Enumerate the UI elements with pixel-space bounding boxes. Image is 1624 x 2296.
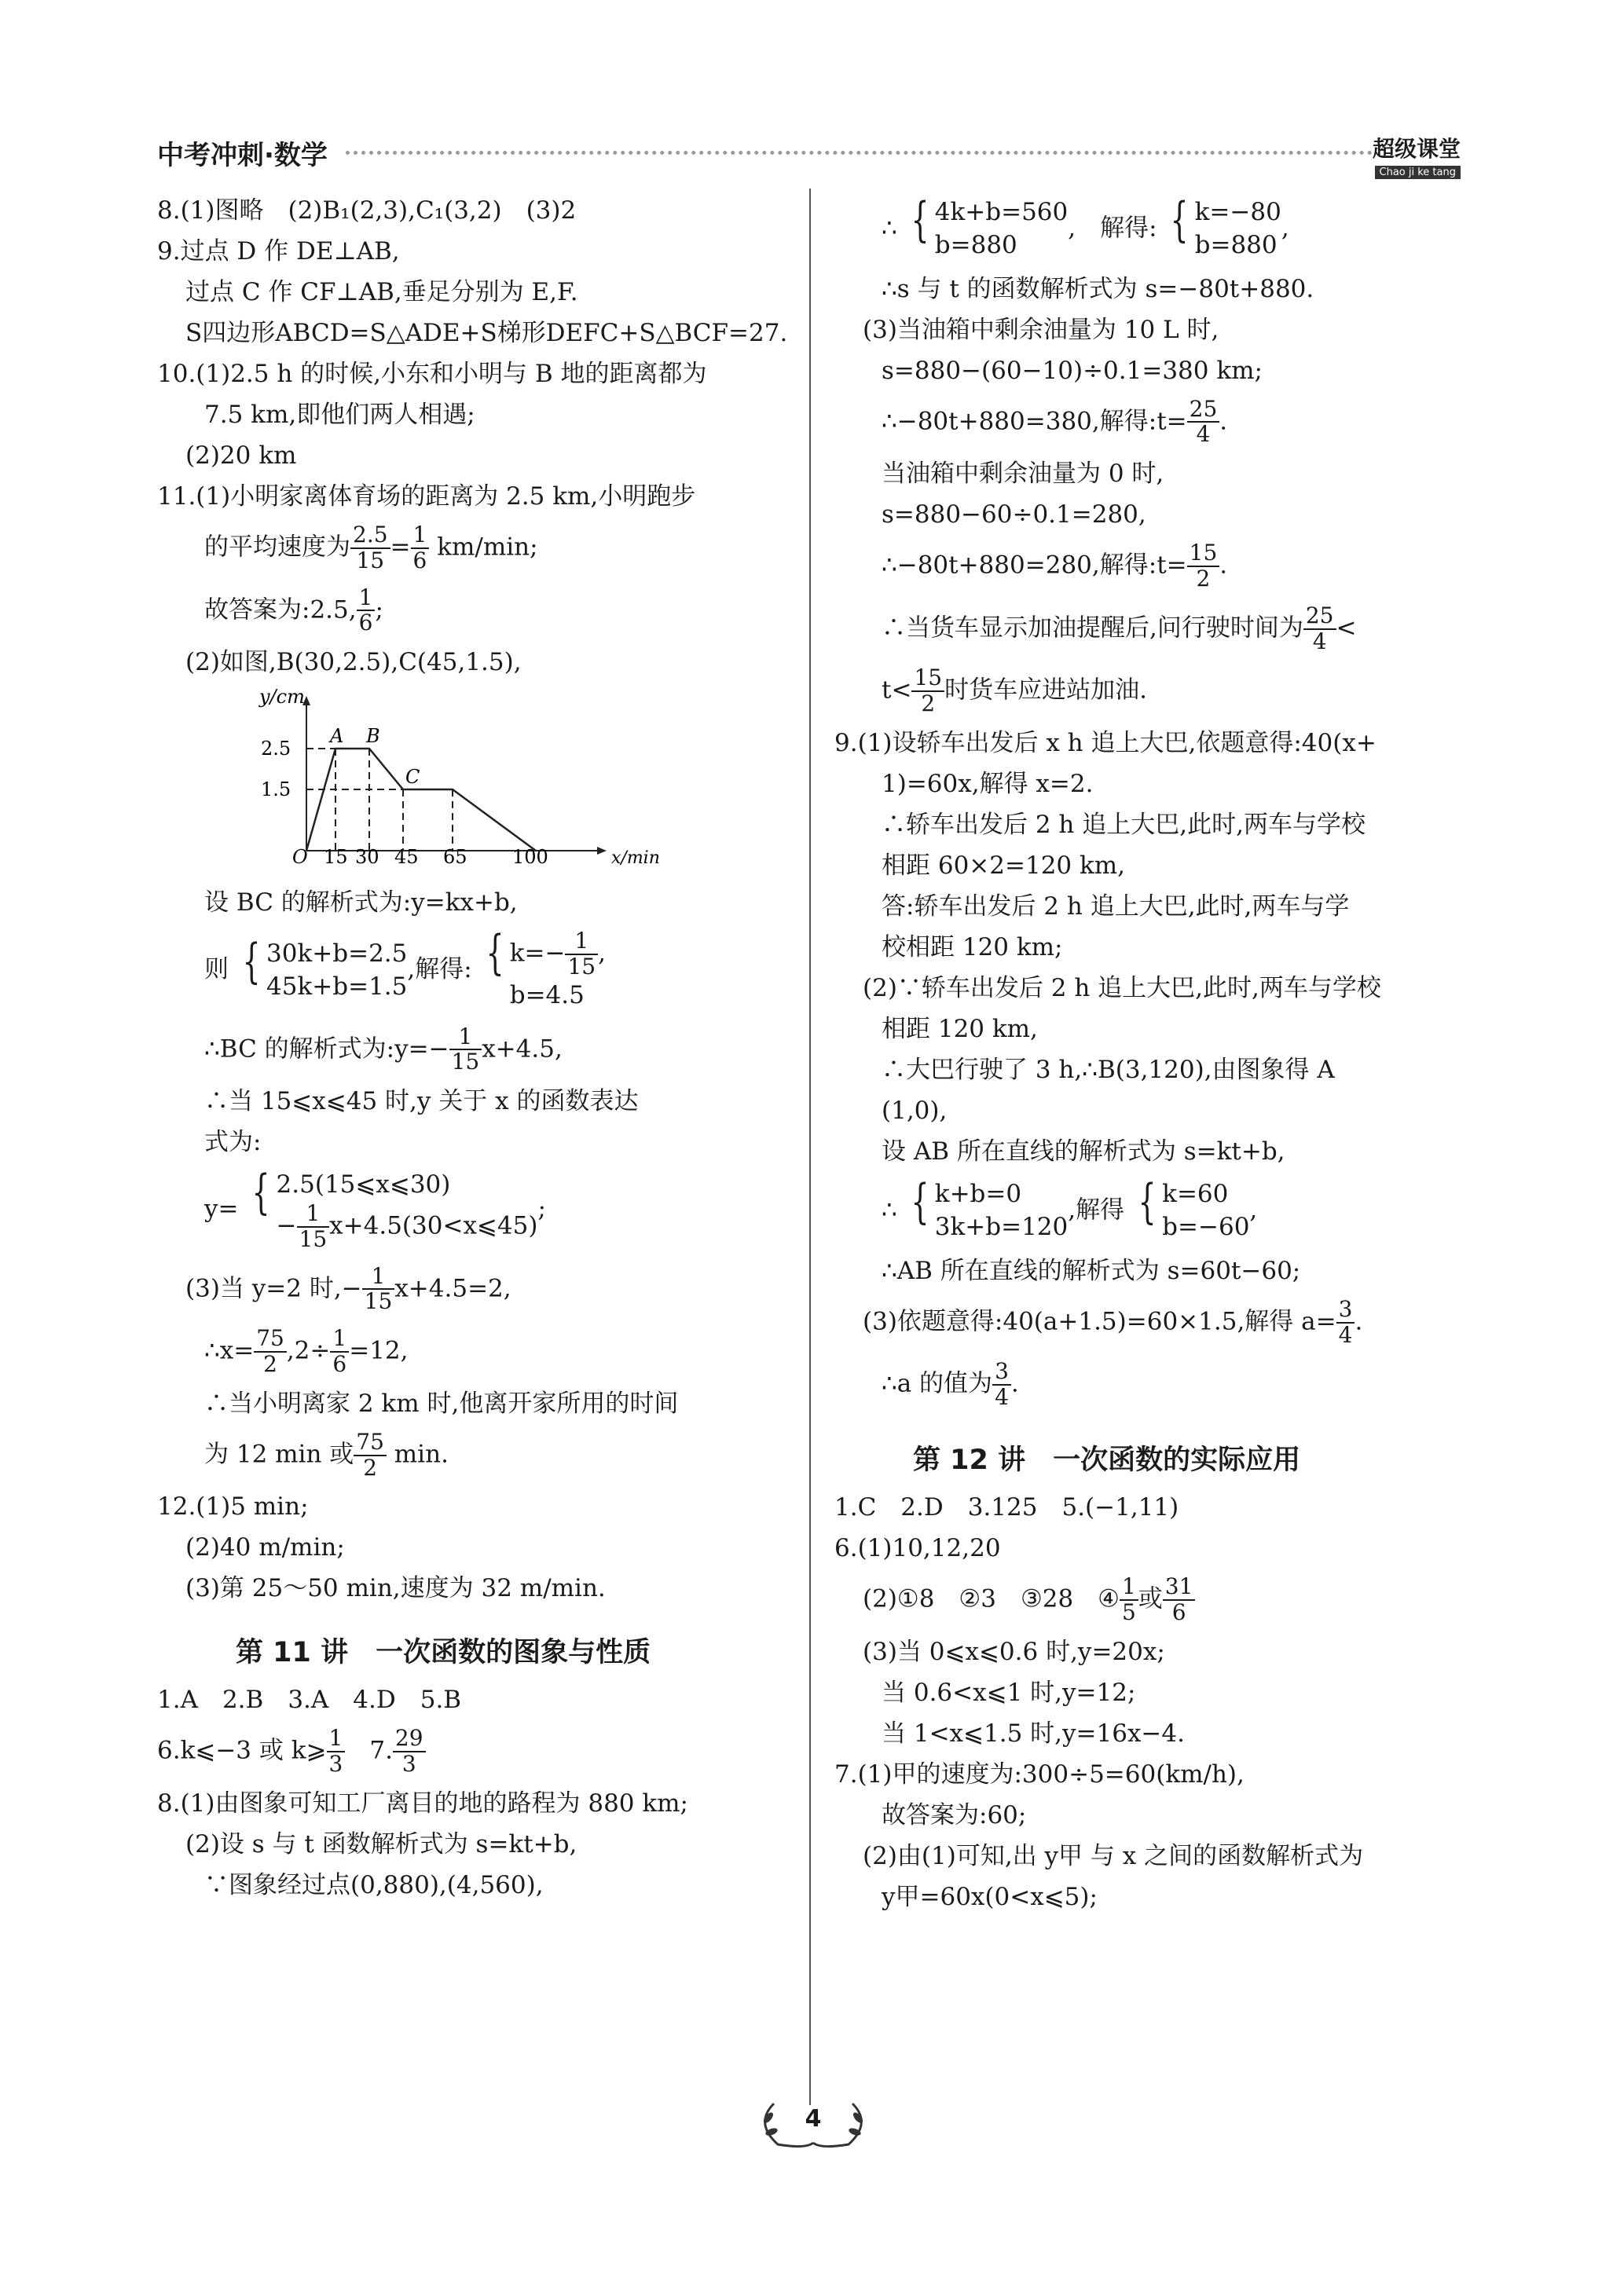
- answer-line: (3)第 25～50 min,速度为 32 m/min.: [185, 1574, 606, 1603]
- answer-line: (2)∵轿车出发后 2 h 追上大巴,此时,两车与学校: [863, 974, 1381, 1003]
- point-label-c: C: [405, 766, 420, 789]
- answer-line: 10.(1)2.5 h 的时候,小东和小明与 B 地的距离都为: [157, 360, 707, 388]
- answer-line: (3)当 0⩽x⩽0.6 时,y=20x;: [863, 1637, 1165, 1666]
- fraction: $\frac{2.5}{15}$: [350, 523, 390, 573]
- point-label-b: B: [366, 725, 380, 748]
- answer-line: 7.(1)甲的速度为:300÷5=60(km/h),: [834, 1760, 1245, 1789]
- text: ;: [375, 595, 383, 624]
- y-axis-label: y/cm: [259, 686, 305, 709]
- answer-line: ∴轿车出发后 2 h 追上大巴,此时,两车与学校: [882, 811, 1366, 840]
- fraction: $\frac{3}{4}$: [1336, 1298, 1355, 1348]
- text: 7.: [345, 1736, 393, 1765]
- x-tick-label: 15: [324, 846, 348, 869]
- answer-line: [157, 1720, 809, 1783]
- x-axis-label: x/min: [611, 848, 660, 869]
- text: ,2÷: [286, 1336, 331, 1365]
- equation-system: { 30k+b=2.5 45k+b=1.5: [242, 934, 408, 1001]
- answer-line: [157, 923, 809, 1018]
- text: .: [1219, 406, 1228, 435]
- answer-line: 7.5 km,即他们两人相遇;: [204, 401, 475, 429]
- text: , 解得:: [1068, 214, 1157, 243]
- x-tick-label: 100: [512, 846, 548, 869]
- text: ,: [1281, 214, 1289, 243]
- text: (3)当 y=2 时,−: [185, 1273, 362, 1302]
- fraction: $\frac{1}{6}$: [357, 586, 376, 636]
- answer-line: 9.(1)设轿车出发后 x h 追上大巴,依题意得:40(x+: [834, 729, 1377, 758]
- answer-line: 12.(1)5 min;: [157, 1492, 309, 1522]
- text: ∴当货车显示加油提醒后,问行驶时间为: [882, 613, 1303, 643]
- fraction: $\frac{25}{4}$: [1187, 397, 1220, 448]
- answer-line: [157, 1019, 809, 1082]
- header-brand: [1373, 132, 1461, 179]
- answer-line: ∴大巴行驶了 3 h,∴B(3,120),由图象得 A: [882, 1056, 1335, 1085]
- text: .: [1010, 1369, 1019, 1398]
- answer-line: (2)20 km: [185, 441, 297, 470]
- answer-line: [834, 535, 1463, 598]
- answer-line: [834, 1569, 1463, 1631]
- answer-line: (3)当油箱中剩余油量为 10 L 时,: [863, 315, 1219, 344]
- text: 的平均速度为: [204, 533, 350, 562]
- solution-system: { k=− $\frac{1}{15}$ , b=4.5: [486, 925, 606, 1009]
- text: ;: [537, 1195, 546, 1224]
- answer-line: [834, 1353, 1463, 1416]
- answer-line: ∴当 15⩽x⩽45 时,y 关于 x 的函数表达: [204, 1087, 639, 1116]
- fraction: $\frac{1}{6}$: [330, 1327, 349, 1377]
- answer-line: 式为:: [204, 1128, 262, 1157]
- answer-line: 当油箱中剩余油量为 0 时,: [882, 460, 1164, 489]
- distance-time-graph: [228, 686, 660, 869]
- answer-line: (2)如图,B(30,2.5),C(45,1.5),: [185, 648, 522, 677]
- text: ,解得: [1068, 1196, 1125, 1225]
- answer-line: 相距 60×2=120 km,: [882, 851, 1126, 881]
- x-axis-arrow: [597, 847, 607, 855]
- fraction: $\frac{15}{2}$: [911, 666, 944, 716]
- answer-line: 9.过点 D 作 DE⊥AB,: [157, 237, 400, 265]
- answer-line: ∴当小明离家 2 km 时,他离开家所用的时间: [204, 1389, 679, 1418]
- answer-line: 11.(1)小明家离体育场的距离为 2.5 km,小明跑步: [157, 482, 696, 511]
- y-tick-label: 2.5: [261, 738, 291, 760]
- text: =12,: [349, 1336, 409, 1365]
- fraction: $\frac{1}{15}$: [449, 1025, 482, 1075]
- text: y=: [204, 1195, 239, 1224]
- answer-line: 当 1<x⩽1.5 时,y=16x−4.: [882, 1719, 1185, 1748]
- answer-line: [157, 1424, 809, 1487]
- answer-line: 当 0.6<x⩽1 时,y=12;: [882, 1678, 1136, 1707]
- piecewise-function: { 2.5(15⩽x⩽30) − $\frac{1}{15}$ x+4.5(30<x⩽45): [251, 1165, 538, 1252]
- brand-subtitle: Chao ji ke tang: [1375, 166, 1461, 179]
- equation-system: { k+b=0 3k+b=120: [911, 1174, 1069, 1241]
- answer-line: (2)设 s 与 t 函数解析式为 s=kt+b,: [185, 1830, 577, 1859]
- text: 为 12 min 或: [204, 1440, 354, 1469]
- text: ∴−80t+880=380,解得:t=: [882, 406, 1187, 435]
- solution-system: { k=60 b=−60: [1138, 1174, 1250, 1241]
- answer-line: 1.C 2.D 3.125 5.(−1,11): [834, 1492, 1179, 1522]
- text: min.: [386, 1440, 449, 1469]
- text: ∴x=: [204, 1336, 255, 1365]
- fraction: $\frac{1}{3}$: [327, 1727, 346, 1777]
- answer-line: s=880−(60−10)÷0.1=380 km;: [882, 356, 1263, 385]
- fraction: $\frac{25}{4}$: [1303, 604, 1336, 654]
- x-tick-label: 45: [394, 846, 419, 869]
- origin-label: O: [292, 846, 308, 869]
- answer-line: 故答案为:60;: [882, 1800, 1027, 1829]
- fraction: $\frac{15}{2}$: [1187, 541, 1220, 591]
- text: ∴: [882, 1196, 897, 1225]
- answer-line: 设 AB 所在直线的解析式为 s=kt+b,: [882, 1137, 1285, 1166]
- text: (2)①8 ②3 ③28 ④: [863, 1584, 1120, 1613]
- text: x+4.5=2,: [394, 1273, 511, 1302]
- brand-name: 超级课堂: [1372, 136, 1461, 162]
- page-number: 4: [805, 2105, 822, 2133]
- answer-line: s=880−60÷0.1=280,: [882, 500, 1146, 529]
- fraction: $\frac{3}{4}$: [992, 1360, 1011, 1410]
- answer-line: [834, 391, 1463, 454]
- text: km/min;: [429, 533, 538, 562]
- graph-line: [306, 749, 536, 851]
- answer-line: [834, 1291, 1463, 1354]
- answer-line: 相距 120 km,: [882, 1015, 1038, 1044]
- answer-line: 1.A 2.B 3.A 4.D 5.B: [157, 1686, 462, 1715]
- text: 或: [1138, 1584, 1163, 1613]
- answer-line: 1)=60x,解得 x=2.: [882, 770, 1094, 799]
- equation-system: { 4k+b=560 b=880: [911, 192, 1069, 259]
- text: ∴−80t+880=280,解得:t=: [882, 551, 1187, 580]
- header-title: 中考冲刺·数学: [157, 140, 328, 171]
- answer-line: (1,0),: [882, 1097, 948, 1126]
- answer-line: 8.(1)由图象可知工厂离目的地的路程为 880 km;: [157, 1789, 688, 1818]
- answer-line: ∴s 与 t 的函数解析式为 s=−80t+880.: [882, 274, 1314, 303]
- answer-line: [157, 1258, 809, 1321]
- y-tick-label: 1.5: [261, 778, 291, 801]
- fraction: $\frac{75}{2}$: [354, 1430, 387, 1481]
- section-heading: 第 12 讲 一次函数的实际应用: [913, 1444, 1301, 1476]
- answer-line: (2)由(1)可知,出 y甲 与 x 之间的函数解析式为: [863, 1841, 1364, 1870]
- section-heading: 第 11 讲 一次函数的图象与性质: [236, 1637, 651, 1669]
- fraction: $\frac{31}{6}$: [1163, 1575, 1196, 1625]
- answer-line: [157, 517, 809, 580]
- fraction: $\frac{75}{2}$: [254, 1327, 287, 1377]
- answer-line: ∴AB 所在直线的解析式为 s=60t−60;: [882, 1256, 1301, 1285]
- right-column: [834, 190, 1463, 1917]
- answer-line: [157, 1320, 809, 1383]
- column-divider: [809, 189, 811, 2105]
- text: 6.k⩽−3 或 k⩾: [157, 1736, 327, 1765]
- answer-line: 校相距 120 km;: [882, 933, 1063, 962]
- answer-line: y甲=60x(0<x⩽5);: [882, 1882, 1098, 1911]
- text: x+4.5,: [482, 1034, 563, 1063]
- answer-line: [834, 660, 1463, 723]
- text: 故答案为:2.5,: [204, 595, 357, 624]
- answer-line: 6.(1)10,12,20: [834, 1533, 1001, 1562]
- text: =: [390, 533, 411, 562]
- text: ,解得:: [407, 955, 472, 984]
- answer-line: 8.(1)图略 (2)B₁(2,3),C₁(3,2) (3)2: [157, 196, 577, 225]
- fraction: $\frac{1}{15}$: [362, 1265, 395, 1315]
- text: ,: [1249, 1196, 1258, 1225]
- solution-system: { k=−80 b=880: [1171, 192, 1281, 259]
- x-tick-label: 30: [355, 846, 379, 869]
- text: .: [1355, 1307, 1363, 1336]
- fraction: $\frac{1}{5}$: [1120, 1575, 1138, 1625]
- answer-line: [157, 580, 809, 643]
- answer-line: S四边形ABCD=S△ADE+S梯形DEFC+S△BCF=27.: [185, 319, 788, 347]
- answer-line: 设 BC 的解析式为:y=kx+b,: [204, 888, 518, 917]
- answer-line: 答:轿车出发后 2 h 追上大巴,此时,两车与学: [882, 892, 1350, 921]
- answer-line: [834, 1172, 1463, 1251]
- text: ∴a 的值为: [882, 1369, 993, 1398]
- point-label-a: A: [330, 725, 344, 748]
- answer-line: [834, 598, 1463, 661]
- text: .: [1219, 551, 1228, 580]
- text: <: [1336, 613, 1357, 643]
- text: 则: [204, 955, 229, 984]
- answer-line: (2)40 m/min;: [185, 1533, 345, 1562]
- fraction: $\frac{1}{6}$: [411, 523, 430, 573]
- text: t<: [882, 676, 912, 705]
- fraction: $\frac{29}{3}$: [393, 1727, 426, 1777]
- answer-line: [834, 190, 1463, 269]
- answer-line: ∵图象经过点(0,880),(4,560),: [204, 1871, 544, 1900]
- text: ∴: [882, 214, 897, 243]
- left-column: [157, 190, 809, 1906]
- answer-line: 过点 C 作 CF⊥AB,垂足分别为 E,F.: [185, 278, 578, 306]
- header-dotted-rule: [346, 151, 1373, 155]
- text: (3)依题意得:40(a+1.5)=60×1.5,解得 a=: [863, 1307, 1336, 1336]
- x-tick-label: 65: [443, 846, 467, 869]
- text: ∴BC 的解析式为:y=−: [204, 1034, 449, 1063]
- text: 时货车应进站加油.: [944, 676, 1147, 705]
- answer-line: [157, 1163, 809, 1258]
